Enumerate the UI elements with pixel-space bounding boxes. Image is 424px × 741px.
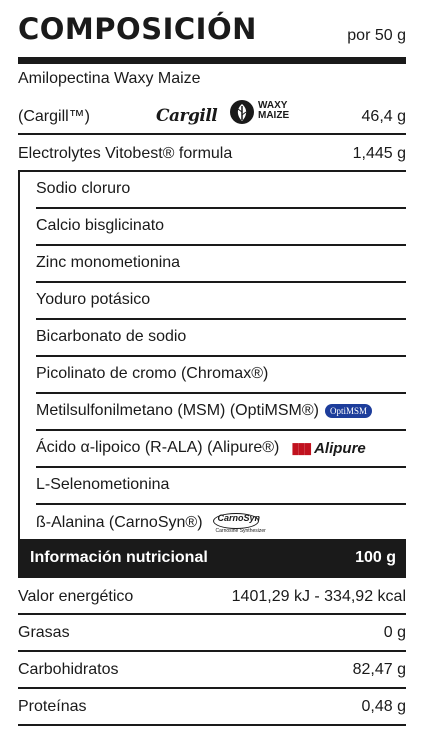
nutrient-value: 0,48 g xyxy=(361,698,406,715)
electrolytes-value: 1,445 g xyxy=(352,145,406,162)
list-item xyxy=(36,503,406,540)
title-row xyxy=(18,12,406,52)
list-item xyxy=(36,245,406,282)
alipure-logo xyxy=(291,439,365,457)
ala-label: Ácido α-lipoico (R-ALA) (Alipure®) xyxy=(36,439,280,457)
optimsm-logo: OptiMSM xyxy=(325,404,372,418)
list-item xyxy=(36,356,406,393)
electrolytes-label: Electrolytes Vitobest® formula xyxy=(18,145,233,162)
cargill-label: (Cargill™) xyxy=(18,108,90,125)
title-divider xyxy=(18,57,406,64)
nutrient-label: Carbohidratos xyxy=(18,661,119,678)
nutrient-label: Grasas xyxy=(18,624,70,641)
alipure-logo-text: Alipure xyxy=(314,440,366,457)
sub-item-label xyxy=(36,439,366,457)
divider xyxy=(18,724,406,726)
alanine-label: ß-Alanina (CarnoSyn®) xyxy=(36,514,203,532)
list-item xyxy=(36,467,406,504)
list-item xyxy=(36,393,406,430)
page-title: COMPOSICIÓN xyxy=(18,12,257,46)
sub-item-label xyxy=(36,402,372,420)
sub-item-label: Zinc monometionina xyxy=(36,254,181,271)
waxy-logo-line2: MAIZE xyxy=(258,110,290,121)
waxy-maize-logo xyxy=(230,99,310,127)
alipure-bars-icon: ▮▮▮ xyxy=(291,440,311,457)
sub-item-label: Calcio bisglicinato xyxy=(36,217,165,234)
sub-item-label: L-Selenometionina xyxy=(36,476,170,493)
waxy-logo-line1: WAXY xyxy=(258,100,288,111)
nutrition-header xyxy=(18,539,406,578)
list-item xyxy=(36,208,406,245)
nutrition-header-value: 100 g xyxy=(355,549,396,566)
nutrition-header-label: Información nutricional xyxy=(30,549,208,566)
sub-item-label xyxy=(36,512,266,534)
serving-size: por 50 g xyxy=(347,27,406,44)
carnosyn-logo-subtext: Carnosine Synthesizer xyxy=(215,528,266,534)
nutrient-value: 0 g xyxy=(383,624,406,641)
list-item xyxy=(36,282,406,319)
amylopectin-value: 46,4 g xyxy=(361,108,406,125)
list-item xyxy=(36,319,406,356)
sub-item-label: Sodio cloruro xyxy=(36,180,131,197)
nutrient-value: 82,47 g xyxy=(352,661,406,678)
carnosyn-logo-text: CarnoSyn xyxy=(217,513,261,523)
divider xyxy=(18,133,406,135)
list-item xyxy=(36,171,406,208)
nutrient-label: Valor energético xyxy=(18,588,134,605)
cargill-logo: Cargill xyxy=(156,106,218,126)
sub-items-bracket xyxy=(18,171,20,539)
divider xyxy=(18,650,406,652)
divider xyxy=(18,687,406,689)
sub-item-label: Picolinato de cromo (Chromax®) xyxy=(36,365,269,382)
list-item xyxy=(36,430,406,467)
sub-item-label: Yoduro potásico xyxy=(36,291,151,308)
waxy-maize-leaf-icon xyxy=(230,100,254,124)
divider xyxy=(18,613,406,615)
carnosyn-logo xyxy=(213,512,266,534)
sub-item-label: Bicarbonato de sodio xyxy=(36,328,187,345)
nutrient-label: Proteínas xyxy=(18,698,87,715)
amylopectin-label: Amilopectina Waxy Maize xyxy=(18,70,201,87)
nutrient-value: 1401,29 kJ - 334,92 kcal xyxy=(231,588,406,605)
msm-label: Metilsulfonilmetano (MSM) (OptiMSM®) xyxy=(36,402,319,419)
